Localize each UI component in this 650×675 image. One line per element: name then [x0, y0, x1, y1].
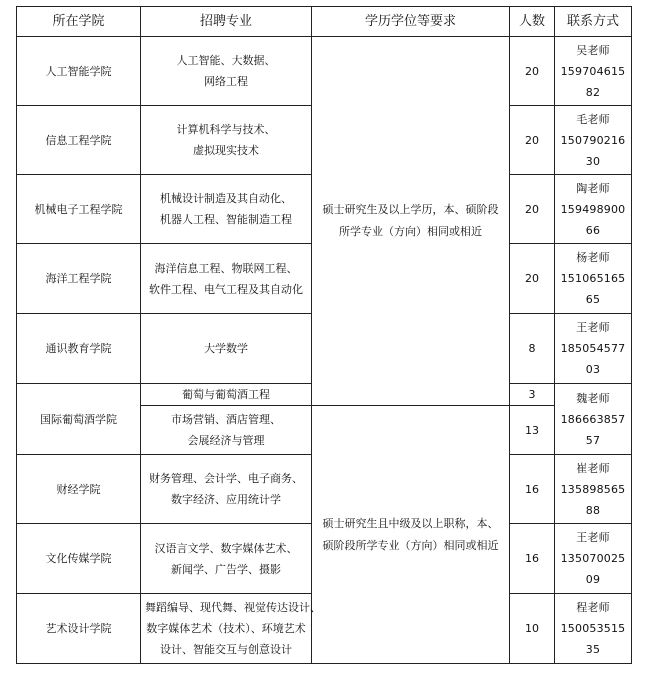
count-cell: 20: [510, 175, 555, 244]
major-list: [141, 258, 311, 300]
contact-line: 35: [585, 643, 601, 656]
major-line: 计算机科学与技术、: [176, 123, 276, 136]
requirement-text: [312, 513, 509, 557]
college-name: 信息工程学院: [45, 133, 112, 147]
major-list: [141, 597, 321, 660]
college-cell: [17, 594, 141, 664]
major-line: 人工智能、大数据、: [176, 54, 276, 67]
college-name: 国际葡萄酒学院: [40, 412, 117, 426]
contact-info: [555, 247, 631, 310]
major-cell: [141, 314, 312, 384]
contact-line: 03: [585, 363, 601, 376]
major-line: 新闻学、广告学、摄影: [171, 562, 281, 576]
major-line: 数字经济、应用统计学: [171, 493, 281, 506]
major-line: 海洋信息工程、物联网工程、: [154, 261, 298, 275]
college-name: 海洋工程学院: [45, 272, 112, 285]
contact-line: 王老师: [576, 321, 610, 334]
contact-info: [555, 178, 631, 241]
college-cell: [17, 106, 141, 175]
contact-line: 66: [585, 223, 601, 237]
major-line: 机械设计制造及其自动化、: [160, 192, 292, 205]
contact-info: [555, 527, 631, 590]
contact-info: [555, 40, 631, 103]
college-cell: [17, 314, 141, 384]
contact-cell: [555, 37, 632, 106]
table-body: [17, 37, 632, 664]
major-list: [141, 409, 311, 451]
major-line: 会展经济与管理: [187, 434, 265, 447]
major-line: 大学数学: [204, 342, 248, 355]
contact-line: 159704615: [560, 64, 626, 78]
college-cell: [17, 524, 141, 594]
count-cell: 20: [510, 244, 555, 314]
contact-info: [555, 109, 631, 172]
contact-line: 135898565: [560, 482, 626, 496]
major-list: [141, 188, 311, 230]
major-cell: [141, 37, 312, 106]
contact-line: 88: [585, 503, 601, 517]
major-cell: [141, 244, 312, 314]
contact-cell: [555, 455, 632, 524]
contact-line: 毛老师: [576, 112, 610, 126]
major-line: 虚拟现实技术: [193, 144, 259, 157]
contact-line: 吴老师: [576, 43, 610, 57]
college-name: 文化传媒学院: [45, 552, 112, 565]
count-cell: 20: [510, 106, 555, 175]
header-college: 所在学院: [17, 7, 141, 37]
college-cell: [17, 384, 141, 455]
contact-cell: [555, 384, 632, 455]
major-cell: [141, 406, 312, 455]
contact-cell: [555, 594, 632, 664]
major-list: [141, 50, 311, 92]
requirement-cell: [312, 37, 510, 406]
contact-line: 09: [585, 573, 601, 586]
table-row: [17, 37, 632, 106]
college-cell: [17, 37, 141, 106]
college-name: 财经学院: [56, 482, 101, 496]
contact-line: 150053515: [560, 622, 626, 635]
header-row: [17, 7, 632, 37]
major-line: 舞蹈编导、现代舞、视觉传达设计、: [145, 601, 321, 614]
count-cell: 20: [510, 37, 555, 106]
contact-line: 陶老师: [576, 181, 610, 195]
college-name: 艺术设计学院: [45, 622, 112, 635]
contact-line: 151065165: [560, 272, 626, 285]
contact-cell: [555, 524, 632, 594]
contact-line: 186663857: [560, 412, 626, 426]
requirement-line: 硕阶段所学专业（方向）相同或相近: [322, 538, 499, 552]
major-line: 汉语言文学、数字媒体艺术、: [154, 541, 298, 555]
contact-line: 185054577: [560, 342, 626, 355]
contact-info: [555, 458, 631, 521]
contact-line: 程老师: [576, 601, 610, 614]
major-list: [141, 338, 311, 359]
contact-line: 57: [585, 433, 601, 447]
major-line: 网络工程: [204, 75, 248, 88]
college-name: 人工智能学院: [45, 64, 112, 78]
college-cell: [17, 244, 141, 314]
requirement-line: 硕士研究生且中级及以上职称，本、: [322, 516, 499, 530]
contact-cell: [555, 314, 632, 384]
count-cell: 16: [510, 524, 555, 594]
contact-cell: [555, 175, 632, 244]
major-cell: [141, 106, 312, 175]
count-cell: 10: [510, 594, 555, 664]
contact-line: 杨老师: [576, 251, 610, 264]
major-cell: [141, 455, 312, 524]
major-list: [141, 538, 311, 580]
college-cell: [17, 455, 141, 524]
major-cell: [141, 175, 312, 244]
major-line: 市场营销、酒店管理、: [171, 413, 281, 426]
major-line: 软件工程、电气工程及其自动化: [149, 282, 303, 296]
contact-info: [555, 388, 631, 451]
major-line: 财务管理、会计学、电子商务、: [149, 472, 303, 485]
contact-line: 崔老师: [576, 461, 610, 475]
requirement-line: 所学专业（方向）相同或相近: [339, 225, 482, 238]
major-list: [141, 468, 311, 510]
count-cell: 8: [510, 314, 555, 384]
contact-cell: [555, 106, 632, 175]
contact-line: 65: [585, 293, 601, 306]
contact-line: 135070025: [560, 552, 626, 565]
major-cell: [141, 384, 312, 406]
major-cell: [141, 524, 312, 594]
count-cell: 3: [510, 384, 555, 406]
requirement-cell: [312, 406, 510, 664]
header-major: 招聘专业: [141, 7, 312, 37]
college-cell: [17, 175, 141, 244]
major-list: [141, 384, 311, 405]
major-line: 葡萄与葡萄酒工程: [182, 388, 270, 401]
contact-line: 159498900: [560, 202, 626, 216]
header-count: 人数: [510, 7, 555, 37]
college-name: 通识教育学院: [45, 342, 112, 355]
requirement-text: [312, 199, 509, 243]
major-line: 数字媒体艺术（技术）、环境艺术: [146, 622, 306, 635]
recruitment-table: [16, 6, 632, 664]
contact-line: 30: [585, 154, 601, 168]
contact-line: 魏老师: [576, 391, 610, 405]
major-cell: [141, 594, 321, 664]
count-cell: 16: [510, 455, 555, 524]
contact-line: 王老师: [576, 531, 610, 544]
contact-info: [555, 597, 631, 660]
major-list: [141, 119, 311, 161]
header-contact: 联系方式: [555, 7, 632, 37]
major-line: 机器人工程、智能制造工程: [160, 213, 292, 226]
contact-cell: [555, 244, 632, 314]
contact-info: [555, 317, 631, 380]
count-cell: 13: [510, 406, 555, 455]
contact-line: 82: [585, 85, 601, 99]
college-name: 机械电子工程学院: [34, 202, 123, 216]
contact-line: 150790216: [560, 133, 626, 147]
major-line: 设计、智能交互与创意设计: [160, 643, 292, 656]
requirement-line: 硕士研究生及以上学历，本、硕阶段: [322, 203, 499, 216]
header-requirement: 学历学位等要求: [312, 7, 510, 37]
